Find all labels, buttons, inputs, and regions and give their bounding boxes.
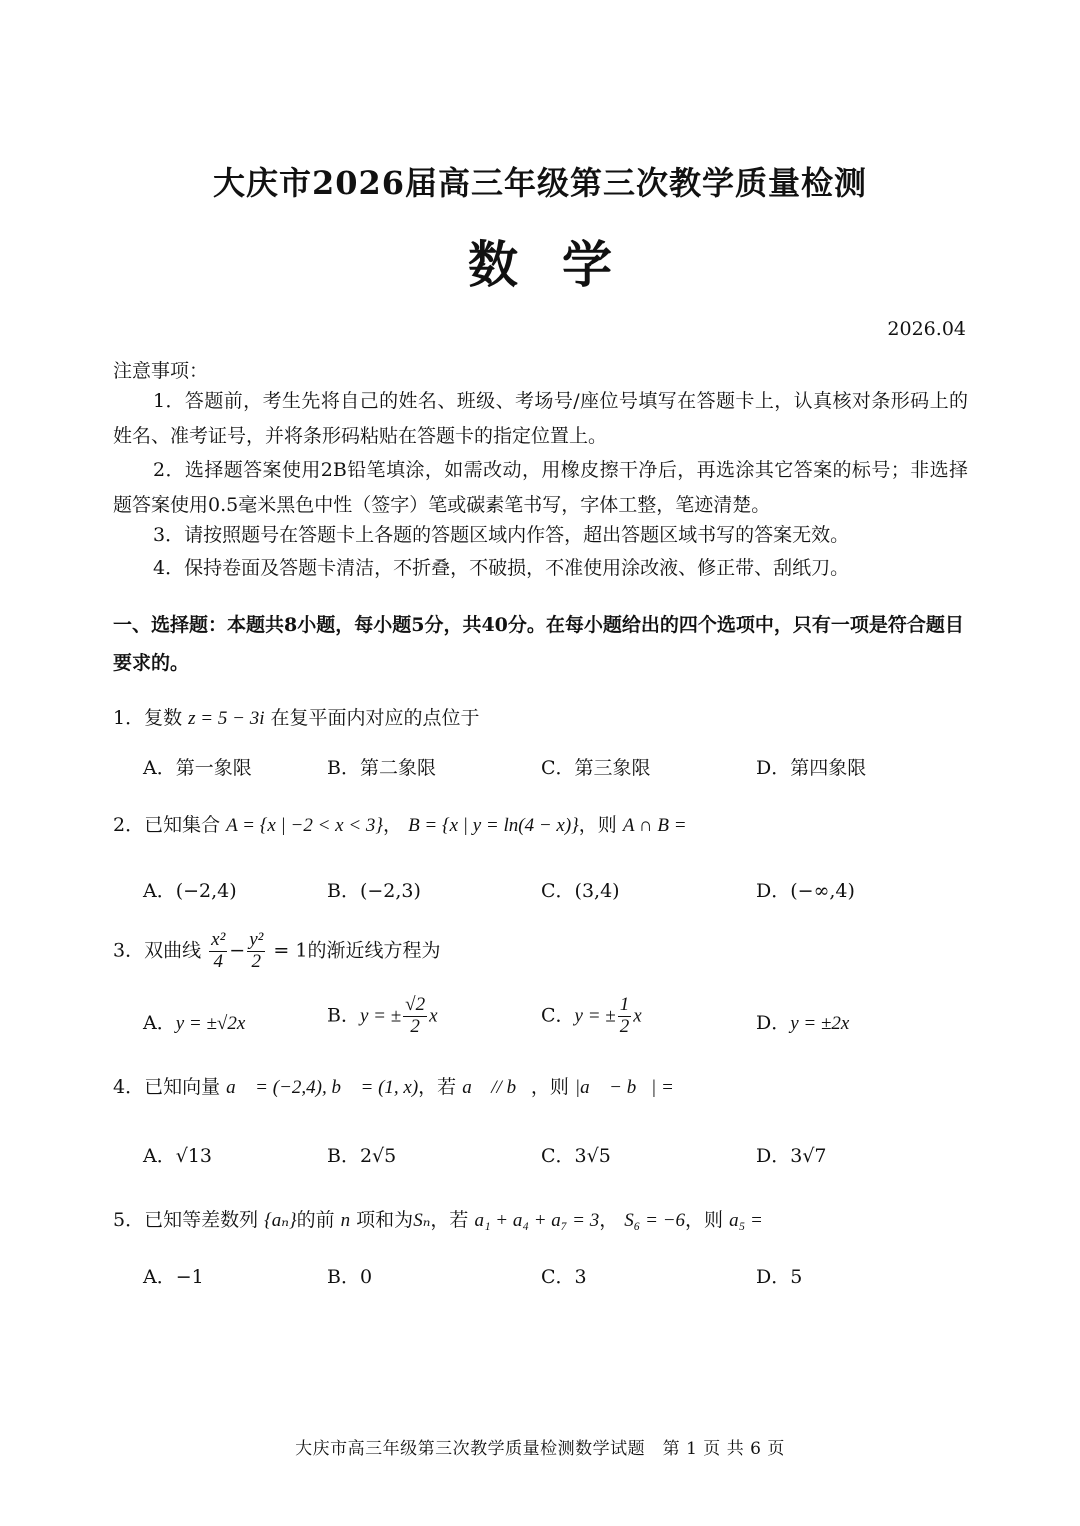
q3-option-a bbox=[143, 1008, 245, 1035]
sequence: {aₙ} bbox=[264, 1210, 297, 1231]
q2-option-d: D．(−∞,4) bbox=[756, 880, 855, 902]
note-item-3: 3．请按照题号在答题卡上各题的答题区域内作答，超出答题区域书写的答案无效。 bbox=[153, 524, 850, 546]
question-text: 已知集合 bbox=[144, 814, 221, 836]
note-item-1: 1．答题前，考生先将自己的姓名、班级、考场号/座位号填写在答题卡上，认真核对条形码上的姓名、准考证号，并将条形码粘贴在答题卡的指定位置上。 bbox=[113, 390, 968, 447]
math-expression: z = 5 − 3i bbox=[188, 708, 265, 729]
exam-title: 大庆市2026届高三年级第三次教学质量检测 bbox=[212, 164, 868, 202]
numerator: y² bbox=[249, 929, 264, 950]
option-value: y = ±√2x bbox=[175, 1013, 246, 1034]
numerator: 1 bbox=[619, 994, 630, 1015]
numerator: x² bbox=[211, 929, 226, 950]
variable-n: n bbox=[340, 1210, 351, 1231]
option-fraction bbox=[618, 995, 632, 1038]
question-text: ，若 bbox=[430, 1209, 469, 1231]
question-5 bbox=[113, 1205, 763, 1232]
q5-option-d: D．5 bbox=[756, 1266, 803, 1288]
q3-option-b bbox=[327, 995, 438, 1038]
equals-one: = 1 bbox=[273, 939, 308, 962]
section-heading: 一、选择题：本题共8小题，每小题5分，共40分。在每小题给出的四个选项中，只有一项是符合题目要求的。 bbox=[113, 614, 964, 674]
option-label: C． bbox=[541, 1004, 575, 1027]
q4-option-d: D．3√7 bbox=[756, 1145, 827, 1167]
question-text: 的前 bbox=[296, 1209, 335, 1231]
parallel-condition: a⃗ // b⃗ bbox=[462, 1077, 531, 1098]
question-1 bbox=[113, 703, 480, 730]
separator: ， bbox=[383, 814, 403, 836]
question-text: 的渐近线方程为 bbox=[307, 939, 441, 962]
q5-option-c: C．3 bbox=[541, 1266, 587, 1288]
question-text: 复数 bbox=[144, 707, 183, 729]
denominator: 2 bbox=[619, 1015, 630, 1037]
vector-expression: a⃗ = (−2,4), b⃗ = (1, x) bbox=[226, 1077, 419, 1098]
q1-option-c: C．第三象限 bbox=[541, 757, 651, 779]
condition-2: S₆ = −6 bbox=[624, 1210, 686, 1231]
question-number: 1． bbox=[113, 707, 145, 729]
question-3 bbox=[113, 930, 440, 973]
option-value: y = ± bbox=[359, 1005, 402, 1027]
question-text: 双曲线 bbox=[144, 939, 202, 962]
math-expression: |a⃗ − b⃗| = bbox=[574, 1077, 674, 1098]
set-b: B = {x | y = ln(4 − x)} bbox=[408, 815, 579, 836]
math-expression: a₅ = bbox=[729, 1210, 763, 1231]
option-label: A． bbox=[143, 1012, 176, 1034]
question-number: 4． bbox=[113, 1076, 145, 1098]
denominator: 4 bbox=[213, 950, 223, 972]
q2-option-b: B．(−2,3) bbox=[327, 880, 421, 902]
math-expression: A ∩ B = bbox=[622, 815, 687, 836]
q4-option-c: C．3√5 bbox=[541, 1145, 611, 1167]
note-item-2: 2．选择题答案使用2B铅笔填涂，如需改动，用橡皮擦干净后，再选涂其它答案的标号；非选择题答案使用0.5毫米黑色中性（签字）笔或碳素笔书写，字体工整，笔迹清楚。 bbox=[113, 459, 968, 516]
q1-option-b: B．第二象限 bbox=[327, 757, 436, 779]
question-number: 3． bbox=[113, 939, 145, 962]
numerator: √2 bbox=[405, 994, 426, 1015]
question-text: ，则 bbox=[530, 1076, 569, 1098]
q5-option-b: B．0 bbox=[327, 1266, 373, 1288]
q2-option-c: C．(3,4) bbox=[541, 880, 620, 902]
question-number: 5． bbox=[113, 1209, 145, 1231]
subject-title: 数学 bbox=[468, 235, 656, 294]
fraction-x bbox=[209, 930, 227, 973]
option-value: y = ± bbox=[574, 1005, 616, 1027]
q3-option-d bbox=[756, 1008, 849, 1035]
q4-option-b: B．2√5 bbox=[327, 1145, 397, 1167]
question-text: 在复平面内对应的点位于 bbox=[270, 707, 480, 729]
option-fraction bbox=[403, 995, 427, 1038]
denominator: 2 bbox=[251, 950, 262, 972]
notes-heading: 注意事项： bbox=[113, 360, 209, 382]
question-text: 已知等差数列 bbox=[144, 1209, 259, 1231]
option-value: x bbox=[429, 1005, 438, 1027]
question-text: 已知向量 bbox=[144, 1076, 221, 1098]
question-text: ，若 bbox=[418, 1076, 457, 1098]
page-footer: 大庆市高三年级第三次教学质量检测数学试题 第 1 页 共 6 页 bbox=[295, 1439, 785, 1459]
partial-sum: Sₙ bbox=[413, 1210, 431, 1231]
minus-sign: − bbox=[229, 939, 246, 962]
fraction-y bbox=[247, 930, 265, 973]
q1-option-a: A．第一象限 bbox=[143, 757, 252, 779]
q2-option-a: A．(−2,4) bbox=[143, 880, 237, 902]
option-label: B． bbox=[327, 1004, 360, 1027]
condition-1: a₁ + a₄ + a₇ = 3 bbox=[474, 1210, 600, 1231]
q1-option-d: D．第四象限 bbox=[756, 757, 867, 779]
separator: ， bbox=[599, 1209, 619, 1231]
question-2 bbox=[113, 810, 687, 837]
exam-date: 2026.04 bbox=[887, 318, 966, 340]
q4-option-a: A．√13 bbox=[143, 1145, 213, 1167]
q5-option-a: A．−1 bbox=[143, 1266, 204, 1288]
question-text: ，则 bbox=[685, 1209, 724, 1231]
option-label: D． bbox=[756, 1012, 791, 1034]
question-text: ，则 bbox=[578, 814, 617, 836]
set-a: A = {x | −2 < x < 3} bbox=[226, 815, 383, 836]
denominator: 2 bbox=[410, 1015, 420, 1037]
question-text: 项和为 bbox=[356, 1209, 414, 1231]
note-item-4: 4．保持卷面及答题卡清洁，不折叠，不破损，不准使用涂改液、修正带、刮纸刀。 bbox=[153, 557, 850, 579]
q3-option-c bbox=[541, 995, 642, 1038]
question-number: 2． bbox=[113, 814, 145, 836]
question-4 bbox=[113, 1072, 674, 1099]
option-value: x bbox=[633, 1005, 642, 1027]
option-value: y = ±2x bbox=[790, 1013, 850, 1034]
